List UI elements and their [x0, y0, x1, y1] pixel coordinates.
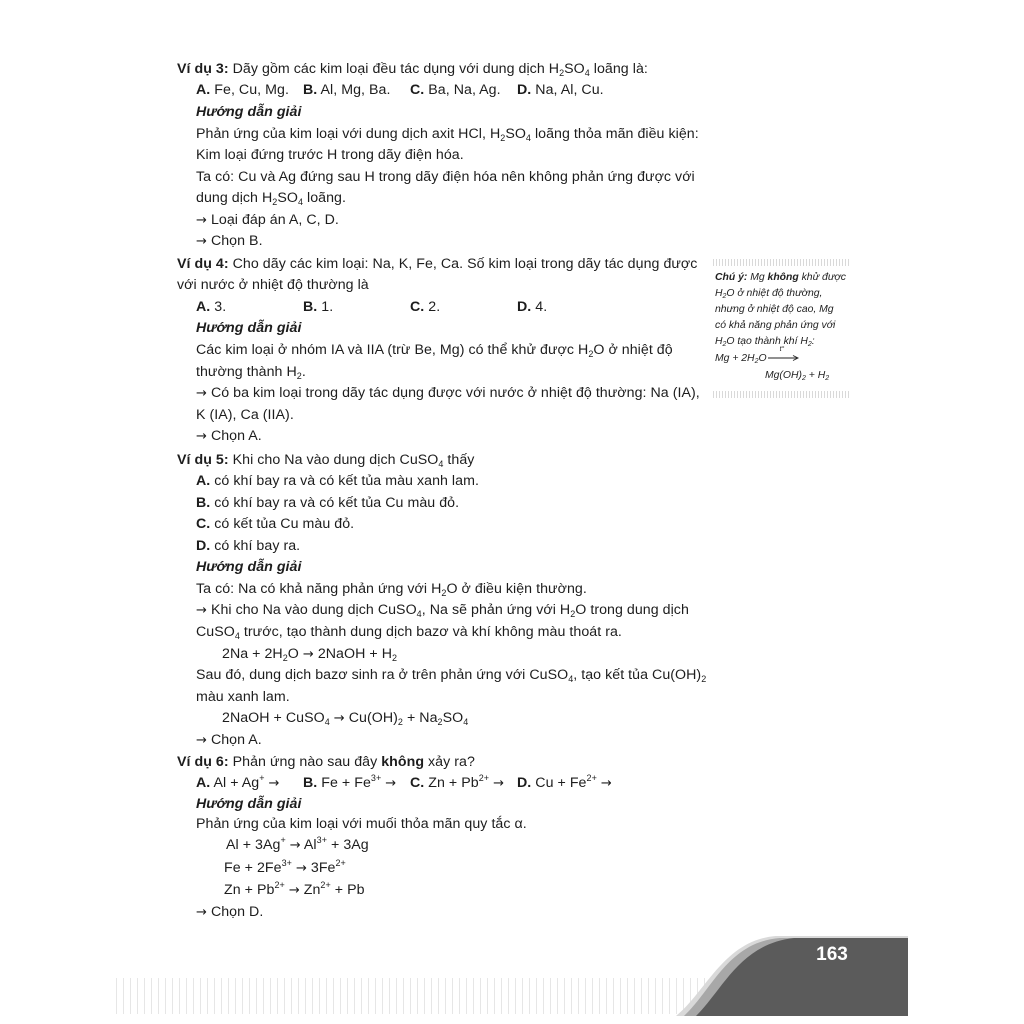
option-a: A. có khí bay ra và có kết tủa màu xanh lam.	[196, 473, 479, 489]
solution-line: Kim loại đứng trước H trong dãy điện hóa.	[196, 147, 464, 163]
guide-heading: Hướng dẫn giải	[196, 104, 302, 120]
arrow-icon: →	[288, 883, 300, 898]
example-4-question-cont: với nước ở nhiệt độ thường là	[177, 277, 369, 293]
option-a: A. Fe, Cu, Mg.	[196, 82, 289, 98]
footer-decoration	[116, 978, 716, 1014]
solution-line: K (IA), Ca (IIA).	[196, 407, 294, 423]
option-d: D. Na, Al, Cu.	[517, 82, 604, 98]
option-c: C. có kết tủa Cu màu đỏ.	[196, 516, 355, 532]
option-d: D. có khí bay ra.	[196, 538, 301, 554]
note-bottom-divider	[713, 391, 850, 398]
long-arrow-icon: t°	[768, 351, 800, 361]
arrow-icon: →	[289, 838, 301, 853]
note-line: $H_2O$ tạo thành khí $H_2$:	[715, 336, 815, 348]
option-b: B. $Fe + Fe^{3+}$ →	[303, 773, 397, 791]
arrow-icon: →	[196, 429, 207, 444]
answer-line: → Chọn A.	[196, 428, 262, 444]
note-line: Chú ý: Mg không khử được	[715, 272, 846, 283]
option-a: A. Al + Ag+ →	[196, 773, 280, 791]
solution-line: → Có ba kim loại trong dãy tác dụng được với nước ở nhiệt độ thường: Na (IA),	[196, 385, 700, 401]
answer-line: → Chọn D.	[196, 904, 264, 920]
guide-heading: Hướng dẫn giải	[196, 559, 302, 575]
arrow-icon: →	[385, 776, 397, 791]
example-6-options	[196, 774, 656, 792]
option-b: B. 1.	[303, 299, 334, 315]
example-5-question: Ví dụ 5: Khi cho Na vào dung dịch CuSO$_4$ thấy	[177, 452, 475, 469]
option-b: B. Al, Mg, Ba.	[303, 82, 391, 98]
solution-line: Phản ứng của kim loại với dung dịch axit HCl, $H_2SO_4$ loãng thỏa mãn điều kiện:	[196, 126, 699, 143]
solution-line: màu xanh lam.	[196, 689, 290, 705]
equation: $Zn + Pb^{2+} \to Zn^{2+} + Pb$	[224, 880, 365, 898]
equation: $Fe + 2Fe^{3+} \to 3Fe^{2+}$	[224, 858, 346, 876]
solution-line: Ta có: Cu và Ag đứng sau H trong dãy điện hóa nên không phản ứng được với	[196, 169, 695, 185]
answer-line: → Chọn B.	[196, 233, 263, 249]
note-equation: $Mg + 2H_2O$ t°	[715, 351, 800, 366]
solution-line: → Khi cho Na vào dung dịch CuSO$_4$, Na sẽ phản ứng với $H_2O$ trong dung dịch	[196, 602, 689, 619]
solution-line: CuSO$_4$ trước, tạo thành dung dịch bazơ và khí không màu thoát ra.	[196, 624, 622, 641]
page-tab-shape	[676, 932, 908, 1016]
option-b: B. có khí bay ra và có kết tủa Cu màu đỏ.	[196, 495, 460, 511]
side-note	[713, 259, 850, 399]
arrow-icon: →	[196, 234, 207, 249]
equation: $Al + 3Ag^+ \to Al^{3+} + 3Ag$	[226, 835, 369, 853]
note-equation: $Mg(OH)_2 + H_2$	[765, 370, 830, 382]
equation: $2Na + 2H_2O$ → 2NaOH + $H_2$	[222, 646, 398, 663]
solution-line: Phản ứng của kim loại với muối thỏa mãn quy tắc α.	[196, 816, 527, 832]
solution-line: → Loại đáp án A, C, D.	[196, 212, 339, 228]
page-number: 163	[816, 944, 848, 965]
arrow-icon: →	[302, 647, 314, 662]
note-line: nhưng ở nhiệt độ cao, Mg	[715, 304, 834, 315]
guide-heading: Hướng dẫn giải	[196, 320, 302, 336]
arrow-icon: →	[295, 861, 307, 876]
guide-heading: Hướng dẫn giải	[196, 796, 302, 812]
option-d: D. 4.	[517, 299, 548, 315]
example-3-question: Ví dụ 3: Dãy gồm các kim loại đều tác dụng với dung dịch $H_2SO_4$ loãng là:	[177, 61, 648, 78]
answer-line: → Chọn A.	[196, 732, 262, 748]
option-d: D. $Cu + Fe^{2+}$ →	[517, 773, 612, 791]
equation: 2NaOH + CuSO$_4$ → $Cu(OH)_2 + Na_2SO_4$	[222, 710, 469, 727]
solution-line: Ta có: Na có khả năng phản ứng với $H_2O$ ở điều kiện thường.	[196, 581, 587, 598]
solution-line: thường thành $H_2$.	[196, 364, 306, 381]
solution-line: Sau đó, dung dịch bazơ sinh ra ở trên phản ứng với CuSO$_4$, tạo kết tủa $Cu(OH)_2$	[196, 667, 707, 684]
example-6-question: Ví dụ 6: Phản ứng nào sau đây không xảy ra?	[177, 754, 475, 770]
option-a: A. 3.	[196, 299, 227, 315]
arrow-icon: →	[493, 776, 505, 791]
note-line: có khả năng phản ứng với	[715, 320, 836, 331]
arrow-icon: →	[196, 386, 207, 401]
arrow-icon: →	[333, 711, 345, 726]
arrow-icon: →	[268, 776, 280, 791]
solution-line: dung dịch $H_2SO_4$ loãng.	[196, 190, 346, 207]
option-c: C. 2.	[410, 299, 441, 315]
option-c: C. $Zn + Pb^{2+}$ →	[410, 773, 505, 791]
arrow-icon: →	[196, 733, 207, 748]
note-top-divider	[713, 259, 850, 266]
note-line: $H_2O$ ở nhiệt độ thường,	[715, 288, 823, 300]
example-4-options	[196, 298, 656, 316]
arrow-icon: →	[196, 603, 207, 618]
arrow-icon: →	[196, 905, 207, 920]
example-4-question: Ví dụ 4: Cho dãy các kim loại: Na, K, Fe, Ca. Số kim loại trong dãy tác dụng được	[177, 256, 698, 272]
option-c: C. Ba, Na, Ag.	[410, 82, 501, 98]
arrow-icon: →	[600, 776, 612, 791]
arrow-icon: →	[196, 213, 207, 228]
example-3-options	[196, 81, 656, 99]
solution-line: Các kim loại ở nhóm IA và IIA (trừ Be, Mg) có thể khử được $H_2O$ ở nhiệt độ	[196, 342, 673, 359]
